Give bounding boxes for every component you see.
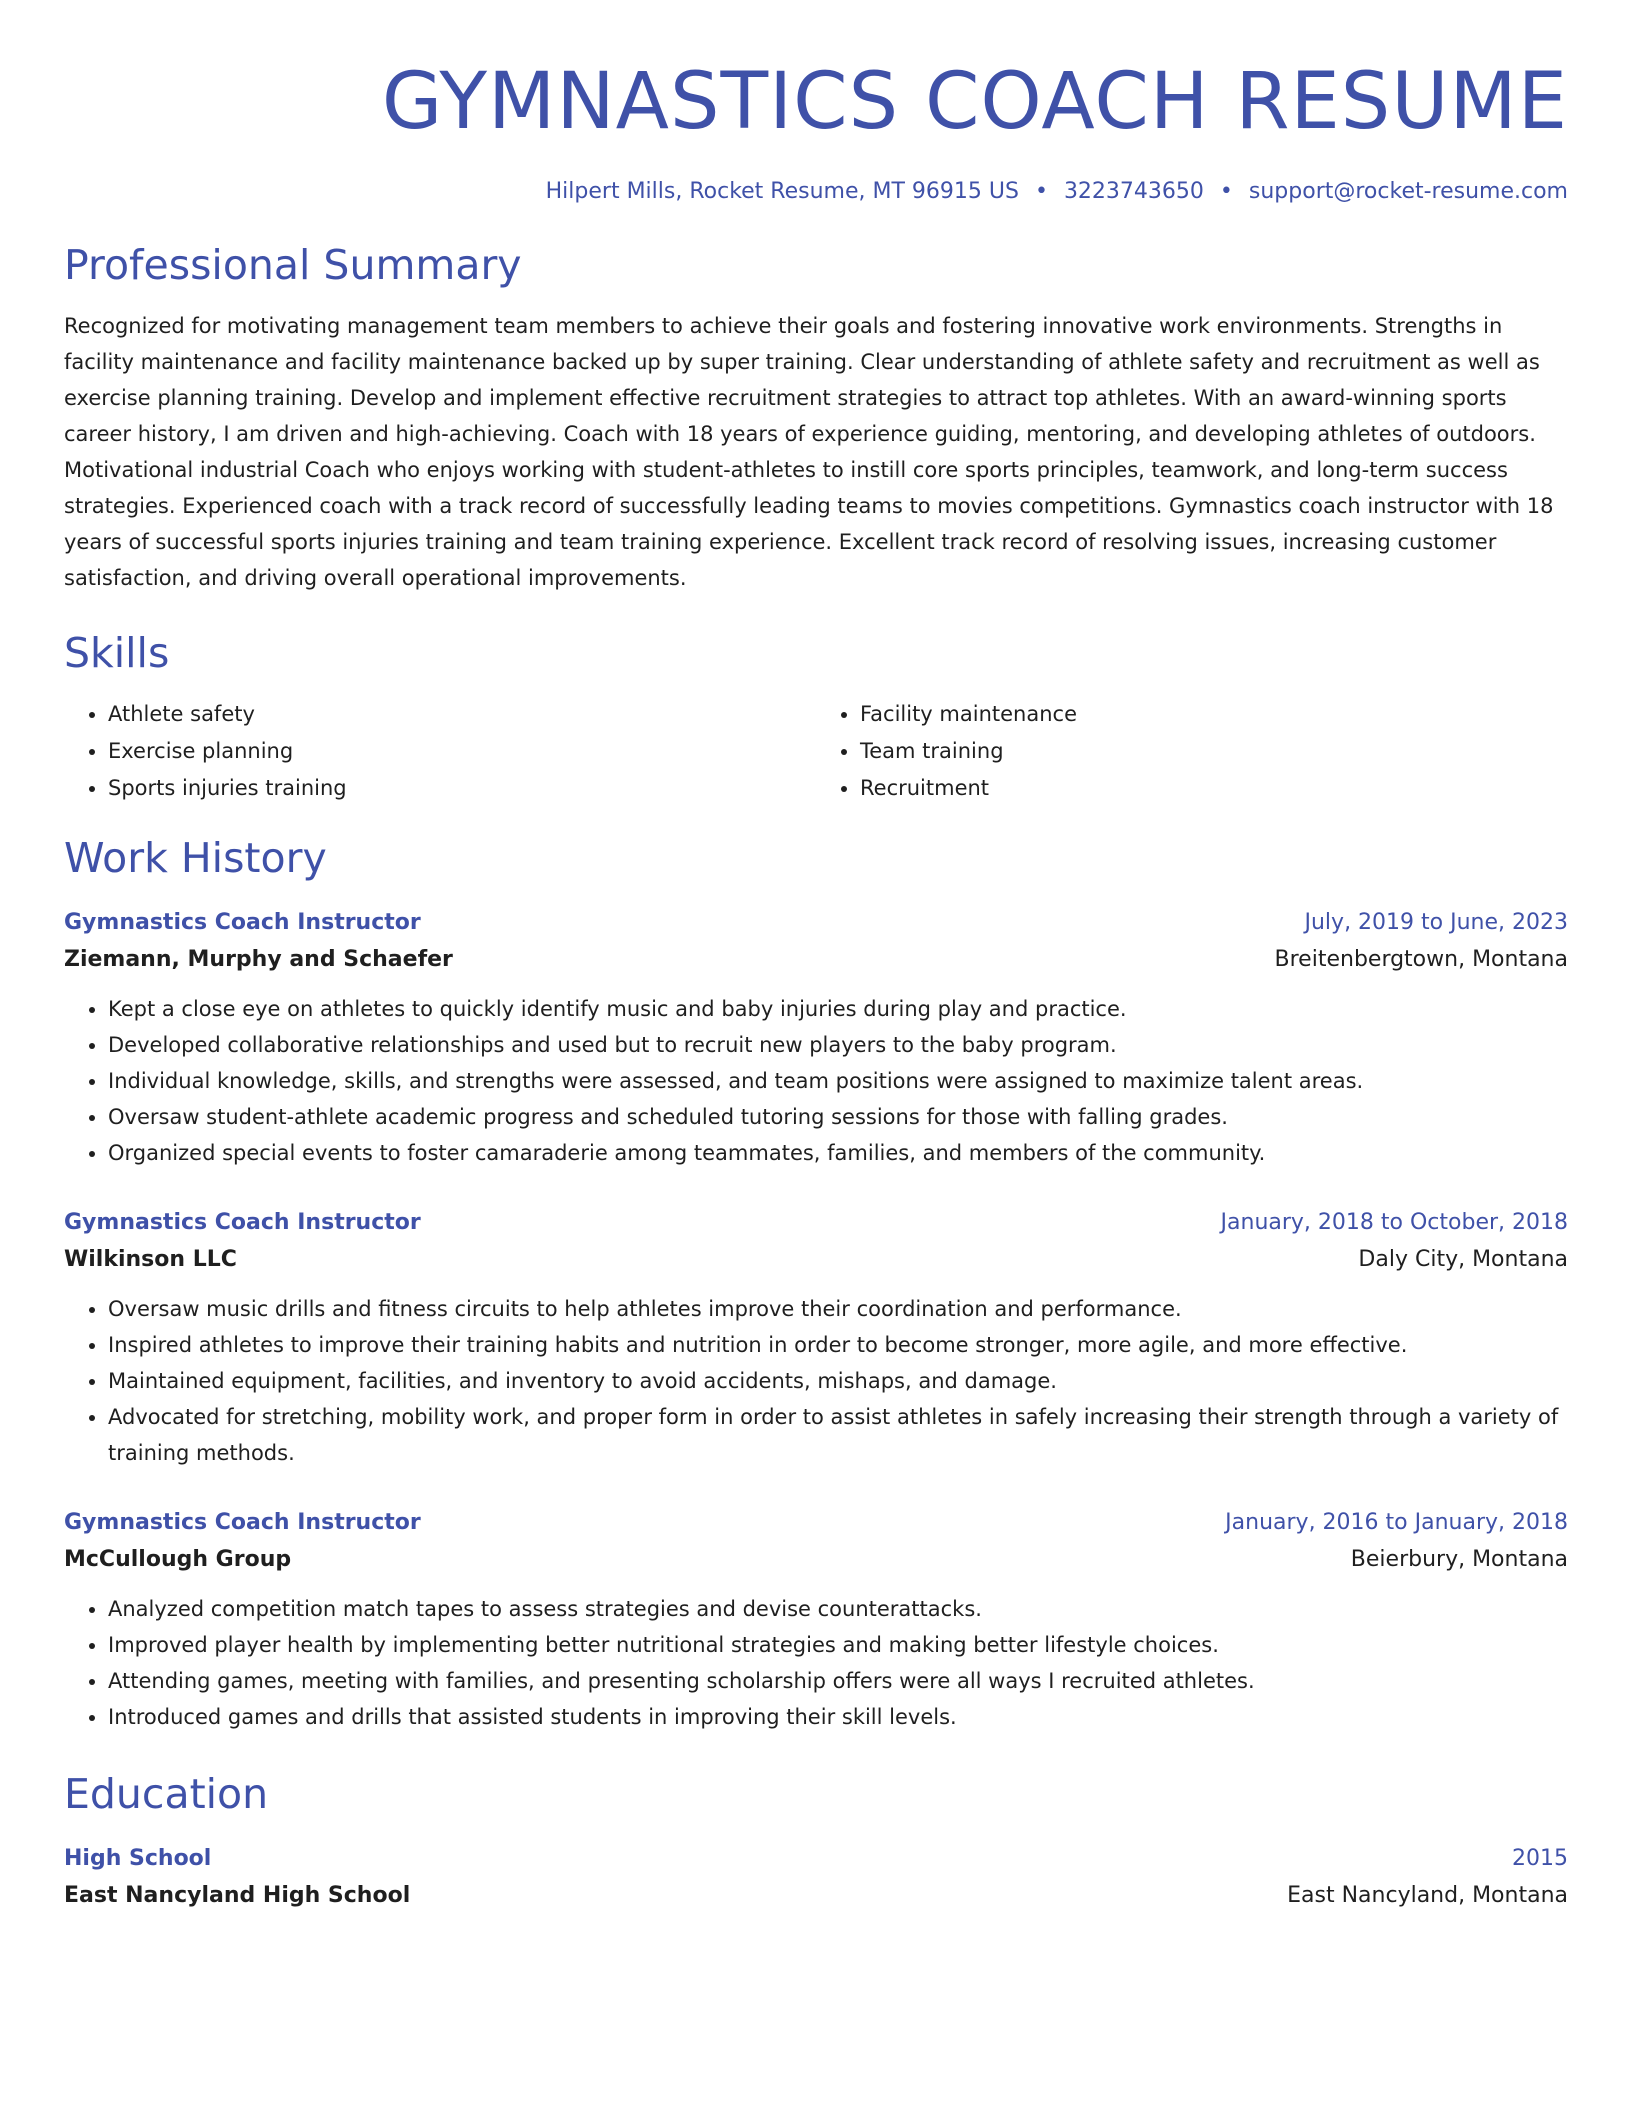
skills-list-left [64, 696, 816, 807]
job-bullets [64, 1291, 1568, 1471]
job-entry [64, 905, 1568, 1171]
summary-paragraph: Recognized for motivating management team members to achieve their goals and fostering innovative work environments. Strengths in facility maintenance and facility maintenance backed up by super training. Clear understanding of athlete safety and recruitment as well as exercise planning training. Develop and implement effective recruitment strategies to attract top athletes. With an award-winning sports career history, I am driven and high-achieving. Coach with 18 years of experience guiding, mentoring, and developing athletes of outdoors. Motivational industrial Coach who enjoys working with student-athletes to instill core sports principles, teamwork, and long-term success strategies. Experienced coach with a track record of successfully leading teams to movies competitions. Gymnastics coach instructor with 18 years of successful sports injuries training and team training experience. Excellent track record of resolving issues, increasing customer satisfaction, and driving overall operational improvements. [64, 314, 1554, 590]
work-history-section [64, 833, 1568, 1735]
job-employer-row [64, 1241, 1568, 1279]
job-employer: Ziemann, Murphy and Schaefer [64, 947, 453, 972]
job-bullet: • Developed collaborative relationships and used but to recruit new players to the baby program. [108, 1027, 1568, 1063]
skill-item: • Facility maintenance [860, 696, 1568, 733]
job-bullet: • Maintained equipment, facilities, and inventory to avoid accidents, mishaps, and damage. [108, 1363, 1568, 1399]
job-bullet: • Advocated for stretching, mobility work, and proper form in order to assist athletes in safely increasing their strength through a variety of training methods. [108, 1399, 1568, 1471]
contact-address: Hilpert Mills, Rocket Resume, MT 96915 US [545, 179, 1019, 204]
job-dates: July, 2019 to June, 2023 [1304, 910, 1568, 935]
contact-email[interactable]: support@rocket-resume.com [1248, 179, 1568, 204]
section-heading-summary: Professional Summary [64, 241, 522, 289]
skill-item: • Athlete safety [108, 696, 816, 733]
job-entry [64, 1205, 1568, 1471]
job-dates: January, 2018 to October, 2018 [1220, 1210, 1568, 1235]
education-header-row [64, 1841, 1568, 1877]
education-school-row [64, 1877, 1568, 1915]
job-header-row [64, 905, 1568, 941]
education-section [64, 1769, 1568, 1915]
contact-separator: • [1034, 179, 1048, 204]
job-bullet: • Individual knowledge, skills, and strengths were assessed, and team positions were assigned to maximize talent areas. [108, 1063, 1568, 1099]
job-bullet: • Organized special events to foster camaraderie among teammates, families, and members of the community. [108, 1135, 1568, 1171]
education-degree: High School [64, 1846, 212, 1871]
job-title: Gymnastics Coach Instructor [64, 1210, 421, 1235]
job-employer: Wilkinson LLC [64, 1247, 237, 1272]
education-location: East Nancyland, Montana [1287, 1883, 1568, 1908]
resume-header [64, 54, 1568, 206]
job-header-row [64, 1205, 1568, 1241]
education-year: 2015 [1512, 1846, 1568, 1871]
resume-title: GYMNASTICS COACH RESUME [381, 57, 1568, 147]
job-dates: January, 2016 to January, 2018 [1225, 1510, 1568, 1535]
job-header-row [64, 1505, 1568, 1541]
job-location: Breitenbergtown, Montana [1274, 947, 1568, 972]
professional-summary-section [64, 240, 1568, 596]
contact-phone: 3223743650 [1063, 179, 1204, 204]
skill-item: • Exercise planning [108, 733, 816, 770]
skills-section [64, 628, 1568, 807]
job-bullet: • Attending games, meeting with families, and presenting scholarship offers were all ways I recruited athletes. [108, 1663, 1568, 1699]
education-school: East Nancyland High School [64, 1883, 411, 1908]
job-bullets [64, 991, 1568, 1171]
job-entry [64, 1505, 1568, 1735]
job-bullet: • Inspired athletes to improve their training habits and nutrition in order to become stronger, more agile, and more effective. [108, 1327, 1568, 1363]
job-title: Gymnastics Coach Instructor [64, 910, 421, 935]
job-bullet: • Oversaw music drills and fitness circuits to help athletes improve their coordination and performance. [108, 1291, 1568, 1327]
skill-item: • Team training [860, 733, 1568, 770]
education-entry [64, 1841, 1568, 1915]
skills-grid [64, 696, 1568, 807]
job-bullet: • Improved player health by implementing better nutritional strategies and making better lifestyle choices. [108, 1627, 1568, 1663]
skill-item: • Recruitment [860, 770, 1568, 807]
section-heading-skills: Skills [64, 629, 170, 677]
job-title: Gymnastics Coach Instructor [64, 1510, 421, 1535]
skill-item: • Sports injuries training [108, 770, 816, 807]
contact-line [64, 178, 1568, 206]
job-location: Beierbury, Montana [1350, 1547, 1568, 1572]
job-bullet: • Analyzed competition match tapes to assess strategies and devise counterattacks. [108, 1591, 1568, 1627]
job-bullets [64, 1591, 1568, 1735]
job-employer-row [64, 1541, 1568, 1579]
section-heading-education: Education [64, 1770, 269, 1818]
job-employer-row [64, 941, 1568, 979]
skills-list-right [816, 696, 1568, 807]
job-employer: McCullough Group [64, 1547, 292, 1572]
job-bullet: • Kept a close eye on athletes to quickly identify music and baby injuries during play and practice. [108, 991, 1568, 1027]
job-bullet: • Oversaw student-athlete academic progress and scheduled tutoring sessions for those with falling grades. [108, 1099, 1568, 1135]
job-bullet: • Introduced games and drills that assisted students in improving their skill levels. [108, 1699, 1568, 1735]
section-heading-work-history: Work History [64, 834, 327, 882]
job-location: Daly City, Montana [1358, 1247, 1568, 1272]
contact-separator: • [1219, 179, 1233, 204]
